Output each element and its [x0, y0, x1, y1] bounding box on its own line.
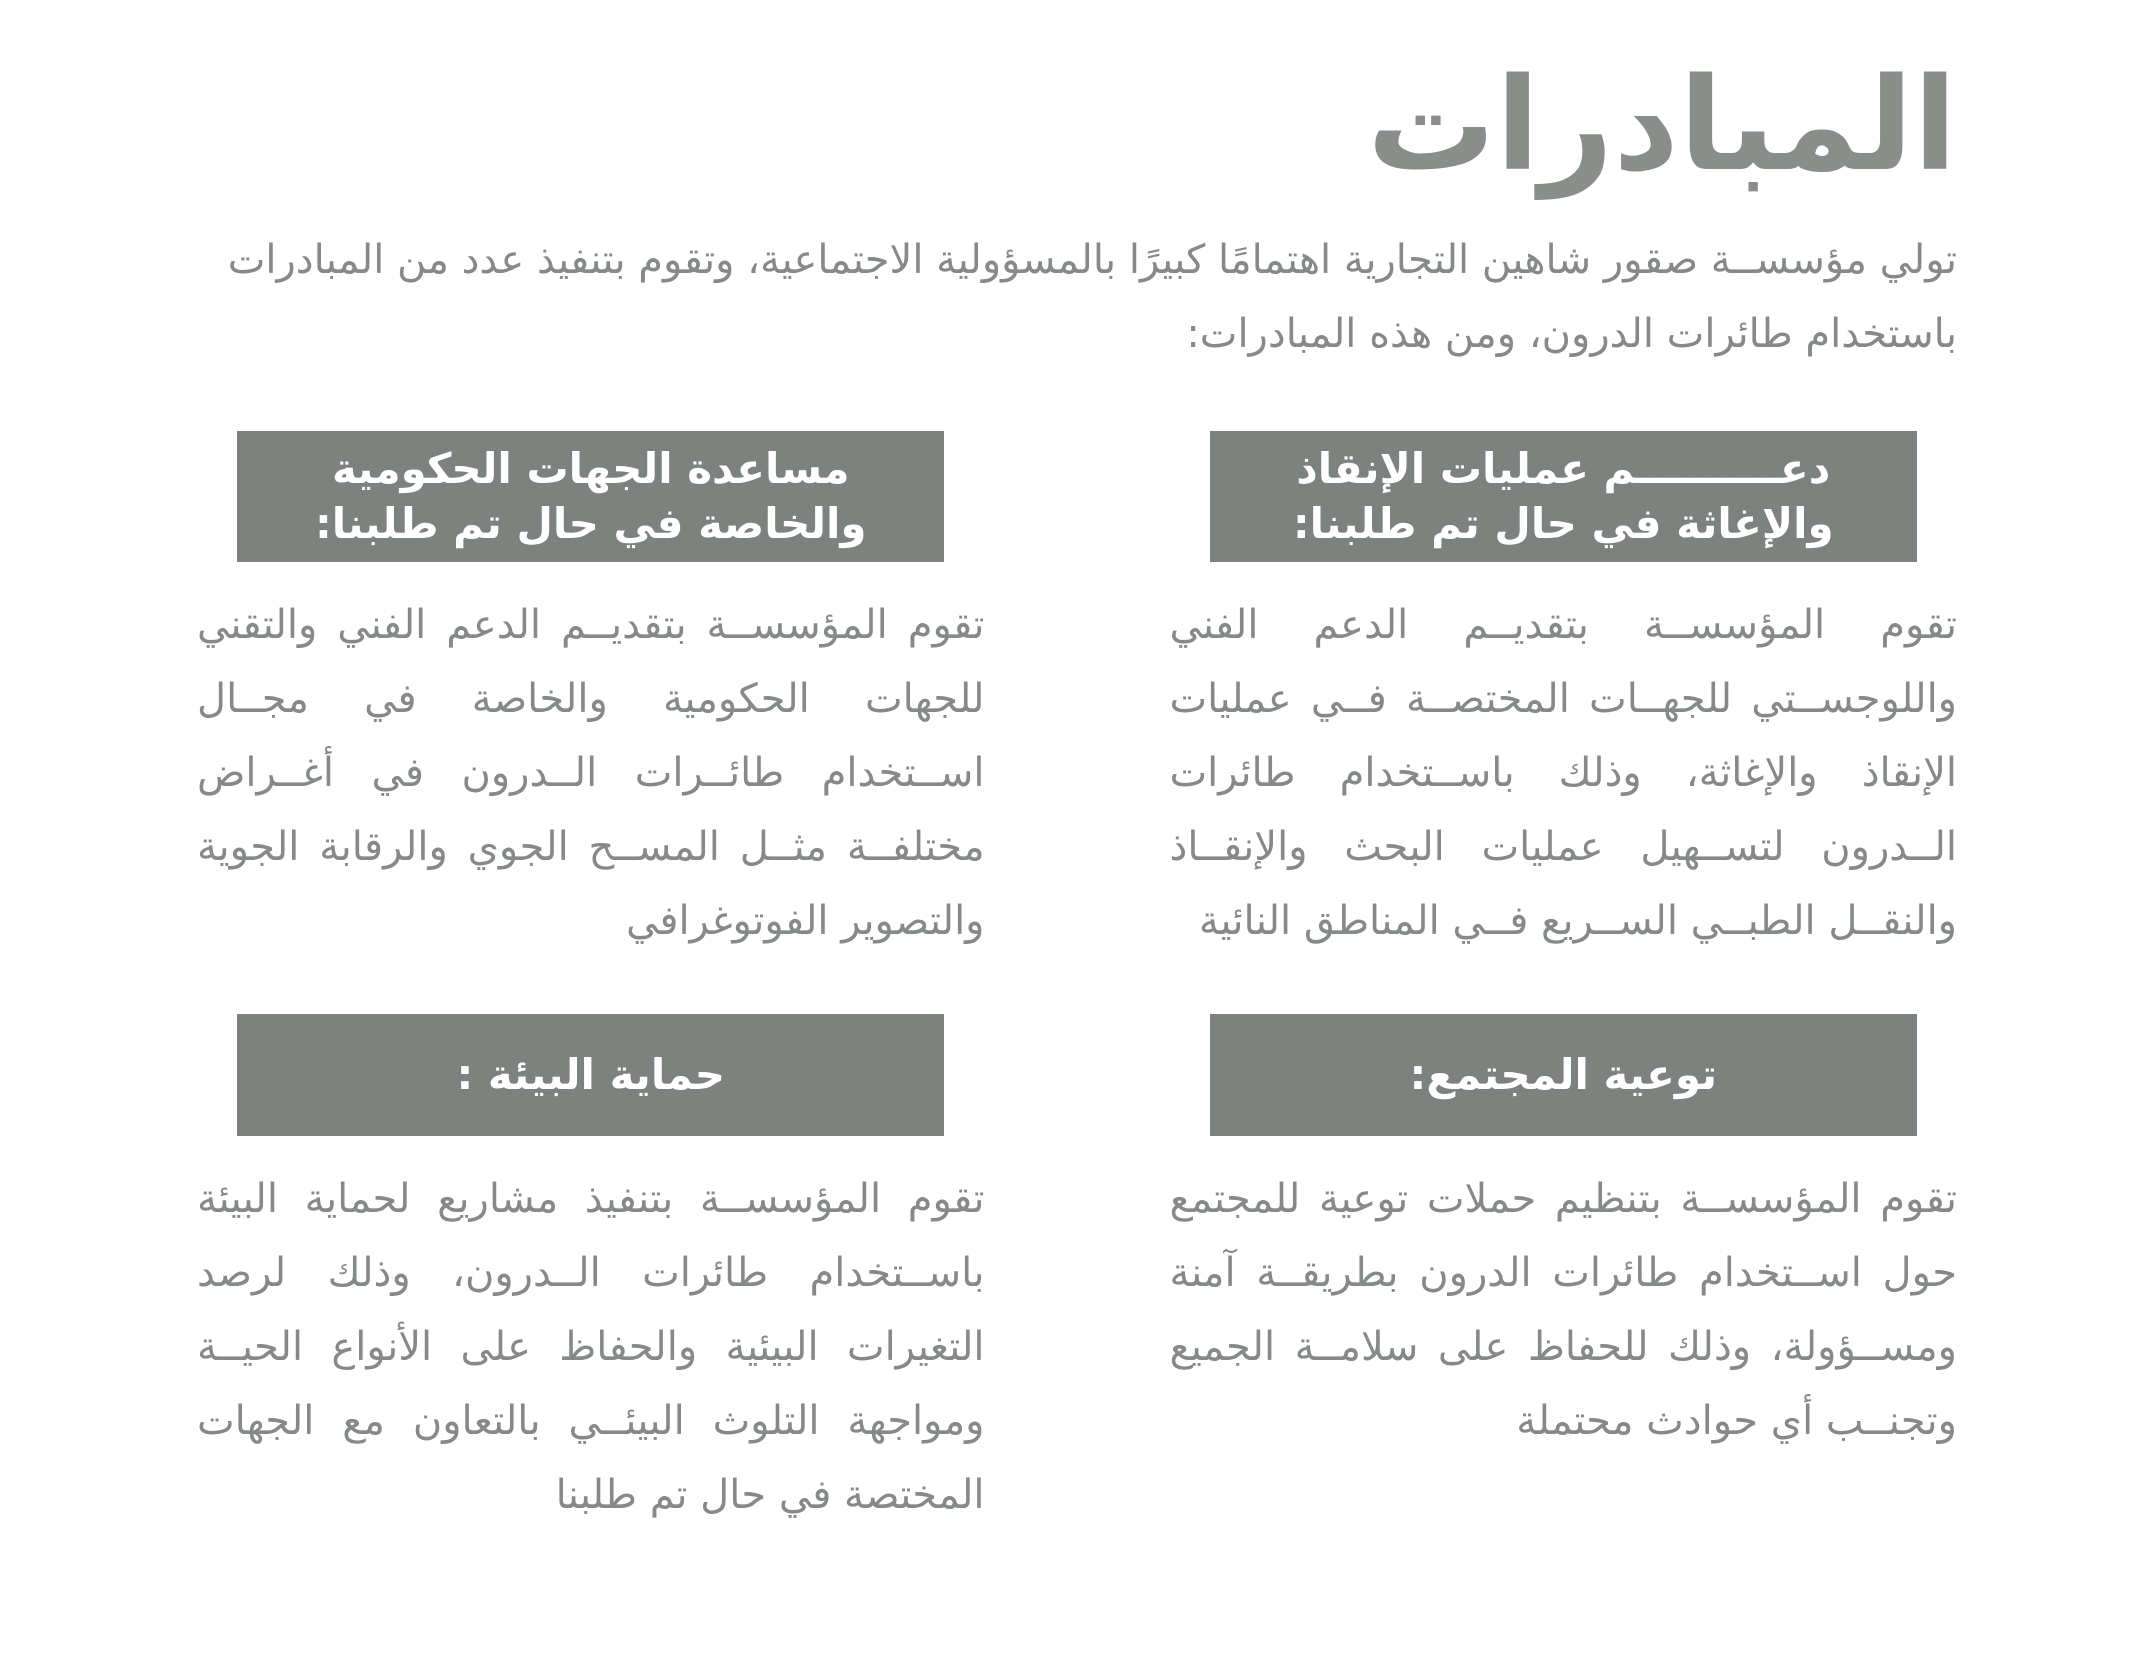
section-heading-bar: توعية المجتمع: — [1210, 1014, 1917, 1136]
initiative-rescue-relief-support — [1170, 431, 1958, 958]
section-body: تقوم المؤسســة بتقديــم الدعم الفني واللوجســتي للجهــات المختصــة فــي عمليات الإنقاذ والإغاثة، وذلك باســتخدام طائرات الــدرون لتســهيل عمليات البحث والإنقــاذ والنقــل الطبــي الســريع فــي المناطق النائية — [1169, 601, 1957, 944]
section-heading-bar: حماية البيئة : — [237, 1014, 944, 1136]
initiative-gov-private-assist — [197, 431, 985, 958]
section-body: تقوم المؤسســة بتنظيم حملات توعية للمجتمع حول اســتخدام طائرات الدرون بطريقــة آمنة ومســؤولة، وذلك للحفاظ على سلامــة الجميع وتجنــب أي حوادث محتملة — [1169, 1175, 1957, 1444]
section-heading-bar: مساعدة الجهات الحكومية والخاصة في حال تم طلبنا: — [237, 431, 944, 562]
initiatives-grid — [197, 431, 1957, 1532]
section-body: تقوم المؤسســة بتنفيذ مشاريع لحماية البيئة باســتخدام طائرات الــدرون، وذلك لرصد التغيرات البيئية والحفاظ على الأنواع الحيــة ومواجهة التلوث البيئــي بالتعاون مع الجهات المختصة في حال تم طلبنا — [197, 1175, 985, 1518]
initiative-community-awareness — [1170, 1014, 1958, 1532]
intro-paragraph: تولي مؤسســة صقور شاهين التجارية اهتمامًا كبيرًا بالمسؤولية الاجتماعية، وتقوم بتنفيذ عدد من المبادرات باستخدام طائرات الدرون، ومن هذه المبادرات: — [227, 237, 1957, 358]
initiative-environment-protection — [197, 1014, 985, 1532]
section-body: تقوم المؤسســة بتقديــم الدعم الفني والتقني للجهات الحكومية والخاصة في مجــال اســتخدام طائــرات الــدرون في أغــراض مختلفــة مثــل المســح الجوي والرقابة الجوية والتصوير الفوتوغرافي — [197, 601, 985, 944]
page-title: المبادرات — [1367, 51, 1957, 200]
section-heading-bar: دعــــــــــم عمليات الإنقاذ والإغاثة في حال تم طلبنا: — [1210, 431, 1917, 562]
